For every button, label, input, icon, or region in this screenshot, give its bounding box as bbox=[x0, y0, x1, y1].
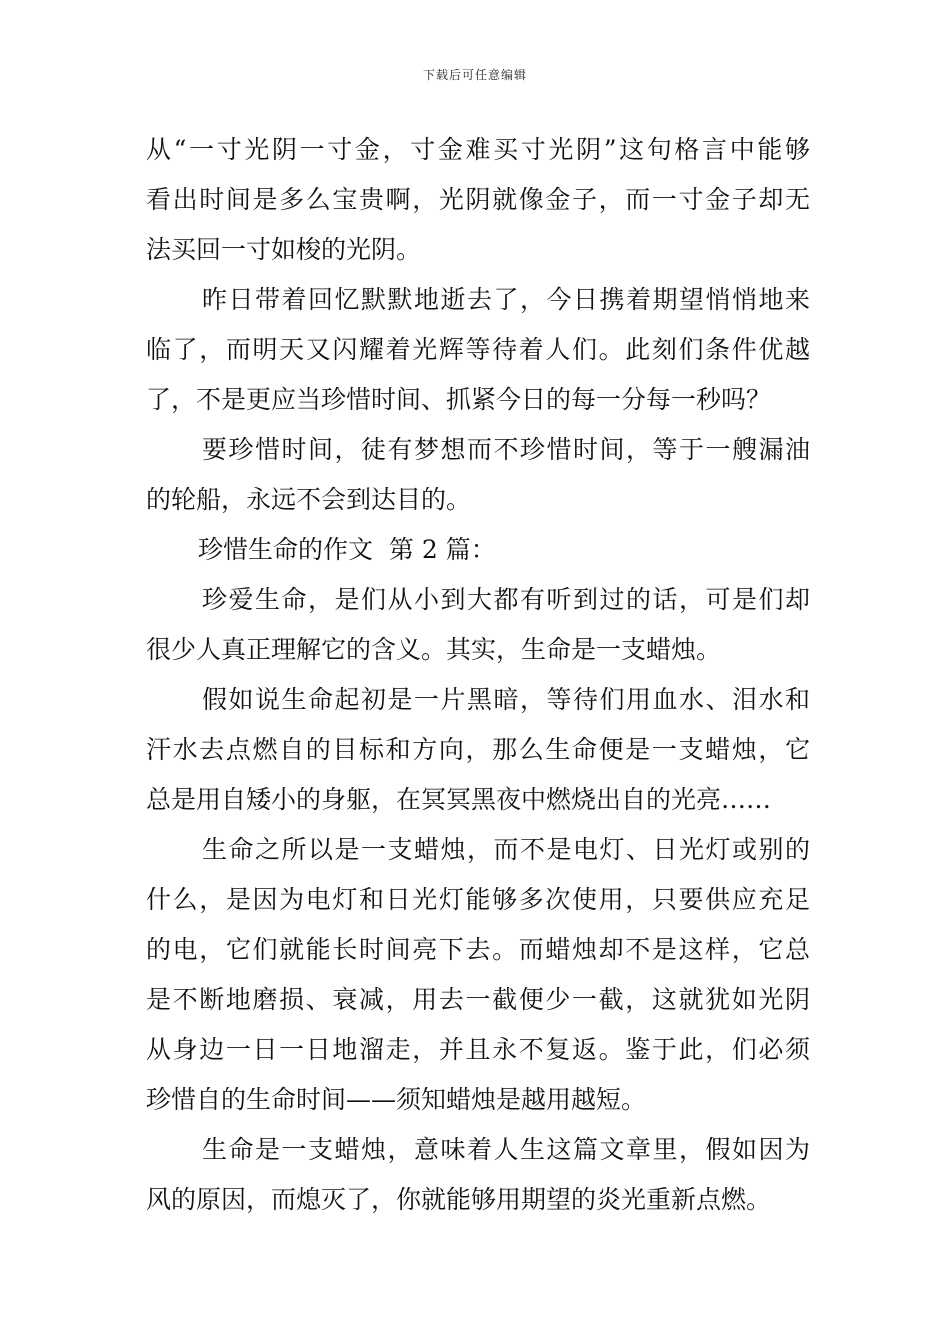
text-line: 是不断地磨损、衰减，用去一截便少一截，这就犹如光阴 bbox=[146, 985, 810, 1014]
paragraph bbox=[146, 575, 810, 675]
text-line: 昨日带着回忆默默地逝去了，今日携着期望悄悄地来 bbox=[202, 285, 810, 314]
text-line: 临了，而明天又闪耀着光辉等待着人们。此刻们条件优越 bbox=[146, 335, 810, 364]
paragraph bbox=[146, 1125, 810, 1225]
text-line: 汗水去点燃自的目标和方向，那么生命便是一支蜡烛，它 bbox=[146, 735, 810, 764]
text-line: 从身边一日一日地溜走，并且永不复返。鉴于此，们必须 bbox=[146, 1035, 810, 1064]
text-line: 珍惜生命的作文 第 2 篇： bbox=[198, 535, 496, 564]
document-body bbox=[146, 125, 810, 1225]
text-line: 的电，它们就能长时间亮下去。而蜡烛却不是这样，它总 bbox=[146, 935, 810, 964]
text-line: 很少人真正理解它的含义。其实，生命是一支蜡烛。 bbox=[146, 635, 722, 664]
section-heading bbox=[146, 525, 810, 575]
text-line: 珍爱生命，是们从小到大都有听到过的话，可是们却 bbox=[202, 585, 810, 614]
text-line: 什么，是因为电灯和日光灯能够多次使用，只要供应充足 bbox=[146, 885, 810, 914]
text-line: 风的原因，而熄灭了，你就能够用期望的炎光重新点燃。 bbox=[146, 1185, 772, 1214]
text-line: 生命之所以是一支蜡烛，而不是电灯、日光灯或别的 bbox=[202, 835, 810, 864]
text-line: 珍惜自的生命时间——须知蜡烛是越用越短。 bbox=[146, 1085, 647, 1114]
text-line: 从“一寸光阴一寸金，寸金难买寸光阴”这句格言中能够 bbox=[146, 135, 810, 164]
text-line: 法买回一寸如梭的光阴。 bbox=[146, 235, 422, 264]
paragraph bbox=[146, 675, 810, 825]
text-line: 生命是一支蜡烛，意味着人生这篇文章里，假如因为 bbox=[202, 1135, 810, 1164]
text-line: 假如说生命起初是一片黑暗，等待们用血水、泪水和 bbox=[202, 685, 810, 714]
text-line: 了，不是更应当珍惜时间、抓紧今日的每一分每一秒吗？ bbox=[146, 385, 772, 414]
paragraph bbox=[146, 275, 810, 425]
text-line: 要珍惜时间，徒有梦想而不珍惜时间，等于一艘漏油 bbox=[202, 435, 810, 464]
text-line: 看出时间是多么宝贵啊，光阴就像金子，而一寸金子却无 bbox=[146, 185, 810, 214]
paragraph bbox=[146, 825, 810, 1125]
page-header: 下载后可任意编辑 bbox=[422, 68, 527, 82]
paragraph bbox=[146, 125, 810, 275]
text-line: 总是用自矮小的身躯，在冥冥黑夜中燃烧出自的光亮…… bbox=[146, 785, 772, 814]
text-line: 的轮船，永远不会到达目的。 bbox=[146, 485, 472, 514]
paragraph bbox=[146, 425, 810, 525]
